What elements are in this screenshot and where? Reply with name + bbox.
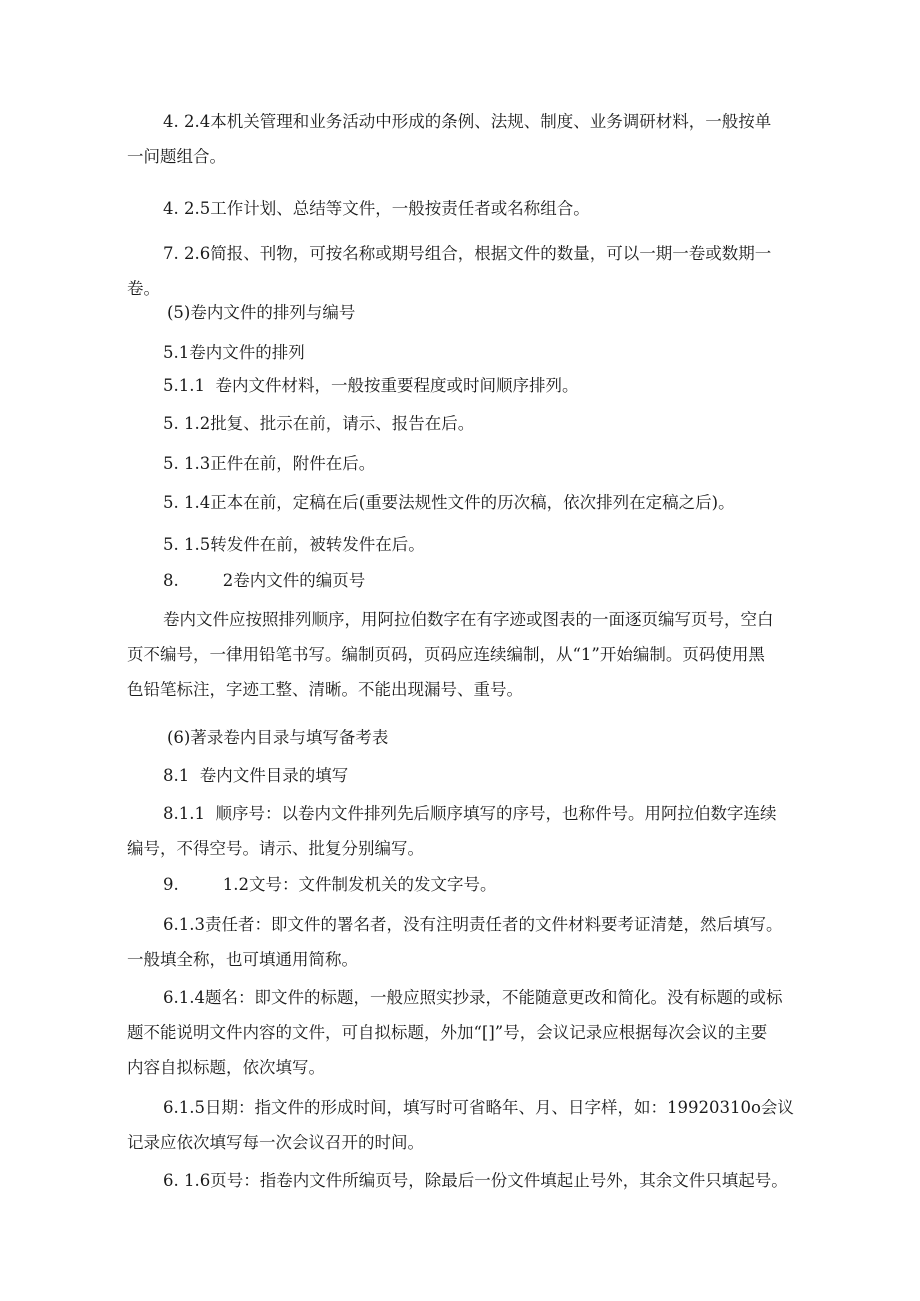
text-line: 8.1 卷内文件目录的填写 xyxy=(163,766,349,785)
paragraph-4-2-5 xyxy=(0,191,920,226)
paragraph-page-numbering xyxy=(0,602,920,707)
text-line: 编号，不得空号。请示、批复分别编写。 xyxy=(127,839,424,858)
text-line: 4. 2.5工作计划、总结等文件，一般按责任者或名称组合。 xyxy=(163,199,590,218)
paragraph-5-1-1 xyxy=(0,368,920,403)
paragraph-6-1-3 xyxy=(0,907,920,977)
text-line: 5. 1.3正件在前，附件在后。 xyxy=(163,454,376,473)
paragraph-6-1-6 xyxy=(0,1163,920,1198)
paragraph-5-1-4 xyxy=(0,485,920,520)
text-line: 5.1卷内文件的排列 xyxy=(163,343,305,362)
text-line: 一问题组合。 xyxy=(127,147,226,166)
text-line: 记录应依次填写每一次会议召开的时间。 xyxy=(127,1133,424,1152)
text-line: 题不能说明文件内容的文件，可自拟标题，外加“[]”号，会议记录应根据每次会议的主要 xyxy=(127,1023,768,1042)
paragraph-4-2-4 xyxy=(0,104,920,174)
subheading-8-1 xyxy=(0,758,920,793)
text-line: 色铅笔标注，字迹工整、清晰。不能出现漏号、重号。 xyxy=(127,680,523,699)
text-line: 6.1.4题名：即文件的标题，一般应照实抄录，不能随意更改和简化。没有标题的或标 xyxy=(163,988,783,1007)
text-line: 5. 1.5转发件在前，被转发件在后。 xyxy=(163,535,425,554)
item-text: 1.2文号：文件制发机关的发文字号。 xyxy=(222,875,497,894)
section-heading-6 xyxy=(0,720,920,755)
item-text: 2卷内文件的编页号 xyxy=(222,571,366,590)
text-line: 4. 2.4本机关管理和业务活动中形成的条例、法规、制度、业务调研材料，一般按单 xyxy=(163,112,772,131)
paragraph-6-1-5 xyxy=(0,1090,920,1160)
text-line: 7. 2.6简报、刊物，可按名称或期号组合，根据文件的数量，可以一期一卷或数期一 xyxy=(163,244,772,263)
text-line: (5)卷内文件的排列与编号 xyxy=(167,303,356,322)
paragraph-5-1-3 xyxy=(0,446,920,481)
text-line: 卷内文件应按照排列顺序，用阿拉伯数字在有字迹或图表的一面逐页编写页号，空白 xyxy=(163,610,774,629)
text-line: 6. 1.6页号：指卷内文件所编页号，除最后一份文件填起止号外，其余文件只填起号。 xyxy=(163,1171,788,1190)
item-number: 9. xyxy=(163,875,179,894)
subheading-5-1 xyxy=(0,335,920,370)
text-line: 页不编号，一律用铅笔书写。编制页码，页码应连续编制，从“1”开始编制。页码使用黑 xyxy=(127,645,765,664)
text-line: 一般填全称，也可填通用简称。 xyxy=(127,950,358,969)
item-number: 8. xyxy=(163,571,179,590)
text-line: 6.1.3责任者：即文件的署名者，没有注明责任者的文件材料要考证清楚，然后填写。 xyxy=(163,915,783,934)
text-line: 8.1.1 顺序号：以卷内文件排列先后顺序填写的序号，也称件号。用阿拉伯数字连续 xyxy=(163,804,777,823)
text-line xyxy=(0,867,920,902)
paragraph-6-1-4 xyxy=(0,980,920,1085)
text-line: 6.1.5日期：指文件的形成时间，填写时可省略年、月、日字样，如：19920310o会议 xyxy=(163,1098,794,1117)
paragraph-5-1-5 xyxy=(0,527,920,562)
paragraph-8-1-1 xyxy=(0,796,920,866)
text-line: 5. 1.2批复、批示在前，请示、报告在后。 xyxy=(163,414,475,433)
text-line: 内容自拟标题，依次填写。 xyxy=(127,1058,325,1077)
text-line: (6)著录卷内目录与填写备考表 xyxy=(167,728,389,747)
paragraph-5-1-2 xyxy=(0,406,920,441)
paragraph-9-1-2 xyxy=(0,867,920,902)
section-heading-5 xyxy=(0,295,920,330)
text-line xyxy=(0,563,920,598)
text-line: 5.1.1 卷内文件材料，一般按重要程度或时间顺序排列。 xyxy=(163,376,579,395)
text-line: 卷。 xyxy=(127,279,160,298)
paragraph-8-2 xyxy=(0,563,920,598)
text-line: 5. 1.4正本在前，定稿在后(重要法规性文件的历次稿，依次排列在定稿之后)。 xyxy=(163,493,735,512)
